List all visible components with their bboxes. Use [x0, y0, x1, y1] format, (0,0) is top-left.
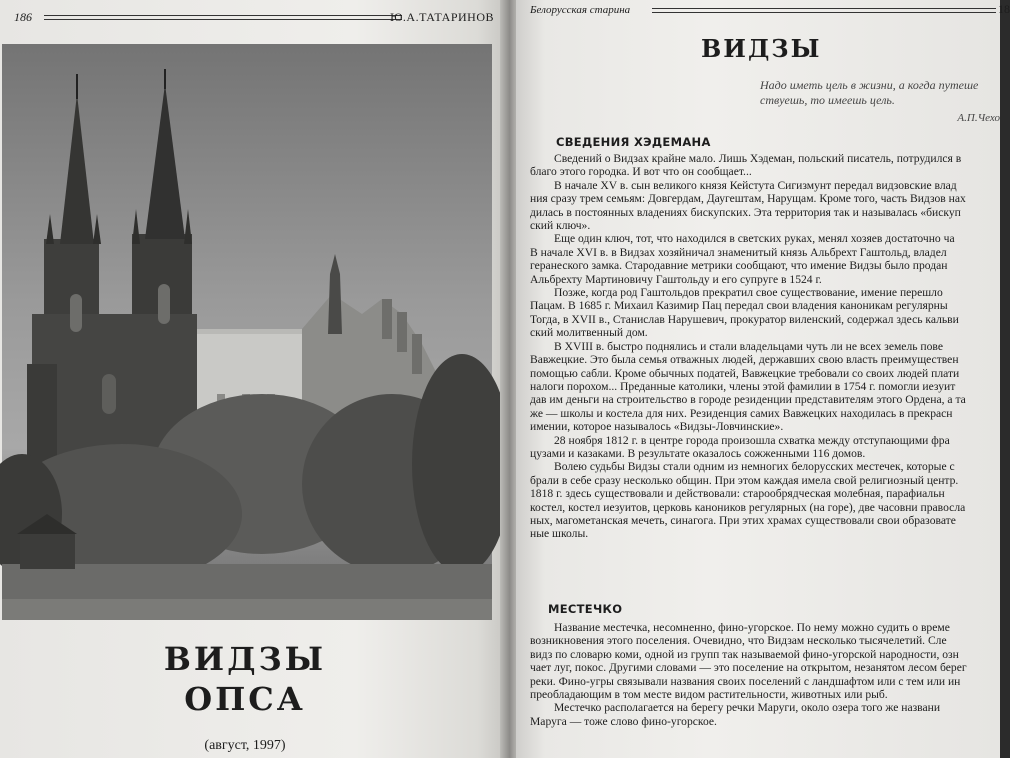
text-line: геранеского замка. Стародавние метрики сообщают, что имение Видзы было продан [530, 259, 948, 273]
text-line: ных, магометанская мечеть, синагога. При этих храмах существовали свои образовате [530, 513, 956, 527]
text-line: Позже, когда род Гаштольдов прекратил свое существование, имение перешло [554, 286, 943, 300]
text-line: имении, которое называлось «Видзы-Ловчинские». [530, 420, 784, 434]
church-photo [2, 44, 492, 620]
text-line: Пацам. В 1685 г. Михаил Казимир Пац передал свои владения каноникам регулярны [530, 299, 948, 313]
left-running-head [14, 9, 494, 27]
text-line: В XVIII в. быстро поднялись и стали владельцами чуть ли не всех земель пове [554, 339, 943, 353]
section-heading: МЕСТЕЧКО [548, 602, 623, 616]
text-line: чает луг, покос. Другими словами — это поселение на открытом, незанятом лесом берег [530, 661, 967, 675]
right-page-number: 18 [998, 2, 1010, 16]
section2-body [530, 621, 1010, 728]
text-line: видз по словарю коми, одной из групп так называемой фино-угорской народности, озн [530, 647, 959, 661]
photo-title-line1: ВИДЗЫ [163, 640, 327, 678]
text-line: ные школы. [530, 527, 589, 541]
text-line: Вавжецкие. Это была семья отважных людей, державших свою власть преимуществен [530, 353, 959, 367]
text-line: Альбрехту Мартиновичу Гаштольду и его супруге в 1524 г. [530, 272, 822, 286]
epigraph [760, 78, 1000, 108]
left-page-number: 186 [14, 10, 32, 24]
church-illustration [2, 44, 492, 620]
text-line: брали в себе сразу несколько общин. При этом каждая имела свой религиозный центр. [530, 473, 959, 487]
text-line: дилась в постоянных владениях бискупских. Эта территория так и называлась «бискуп [530, 205, 961, 219]
epigraph-author: А.П.Чехо [957, 112, 1000, 124]
header-rule [652, 8, 996, 13]
text-line: В начале XVI в. в Видзах хозяйничал знаменитый князь Альбрехт Гаштольд, владел [530, 245, 947, 259]
epigraph-line: ствуешь, то имеешь цель. [760, 93, 895, 107]
running-head-section: Белорусская старина [530, 4, 631, 16]
text-line: ния сразу трем семьям: Довгердам, Даугештам, Нарущам. Кроме того, часть Видзов нах [530, 192, 966, 206]
right-running-head [530, 2, 1010, 20]
text-line: налоги порохом... Преданные католики, члены этой фамилии в 1754 г. помогли иезуит [530, 379, 956, 393]
photo-title-line2: ОПСА [184, 680, 306, 718]
text-line: 28 ноября 1812 г. в центре города произошла схватка между отступающими фра [554, 433, 950, 447]
right-page [516, 0, 1010, 758]
text-line: Местечко располагается на берегу речки Маруги, около озера того же названи [554, 701, 941, 715]
text-line: Волею судьбы Видзы стали одним из немногих белорусских местечек, которые с [554, 460, 955, 474]
text-line: Маруга — тоже слово фино-угорское. [530, 714, 717, 728]
text-line: же — школы и костела для них. Резиденция самих Вавжецких находилась в прекрасн [530, 406, 953, 420]
photo-date-note: (август, 1997) [204, 738, 286, 753]
chapter-title: ВИДЗЫ [701, 34, 822, 63]
text-line: реки. Фино-угры связывали названия своих поселений с ландшафтом или с тем или ин [530, 674, 961, 688]
text-line: возникновения этого поселения. Очевидно, что Видзам несколько тысячелетий. Сле [530, 634, 947, 648]
text-line: дав им деньги на строительство в городе резиденции представителям этого Ордена, а та [530, 393, 966, 407]
text-line: Название местечка, несомненно, фино-угорское. По нему можно судить о време [554, 621, 950, 634]
section-heading: СВЕДЕНИЯ ХЭДЕМАНА [556, 135, 711, 149]
text-line: цузами и казаками. В результате оказалось сожженными 116 домов. [530, 446, 866, 460]
epigraph-line: Надо иметь цель в жизни, а когда путеше [760, 78, 979, 92]
text-line: Сведений о Видзах крайне мало. Лишь Хэдеман, польский писатель, потрудился в [554, 152, 962, 165]
text-line: преобладающим в том месте видом растительности, животных или рыб. [530, 688, 888, 702]
text-line: костел, костел иезуитов, церковь каноников регулярных (на горе), две часовни правосла [530, 500, 966, 514]
header-rule [44, 15, 402, 20]
running-head-author: Ю.А.ТАТАРИНОВ [390, 10, 494, 24]
text-line: В начале XV в. сын великого князя Кейстута Сигизмунт передал видзовские влад [554, 178, 957, 192]
text-line: ский ключ». [530, 219, 591, 233]
section1-body [530, 152, 1010, 541]
text-line: помощью сабли. Кроме обычных податей, Вавжецкие требовали со своих людей плати [530, 366, 960, 380]
text-line: Тогда, в XVII в., Станислав Нарушевич, прокуратор виленский, содержал здесь кальви [530, 312, 959, 326]
text-line: благо этого городка. И вот что он сообщает... [530, 165, 752, 179]
text-line: 1818 г. здесь существовали и действовали: старообрядческая молебная, парафиальн [530, 487, 945, 501]
text-line: ский молитвенный дом. [530, 326, 648, 340]
text-line: Еще один ключ, тот, что находился в светских руках, менял хозяев достаточно ча [554, 232, 955, 246]
